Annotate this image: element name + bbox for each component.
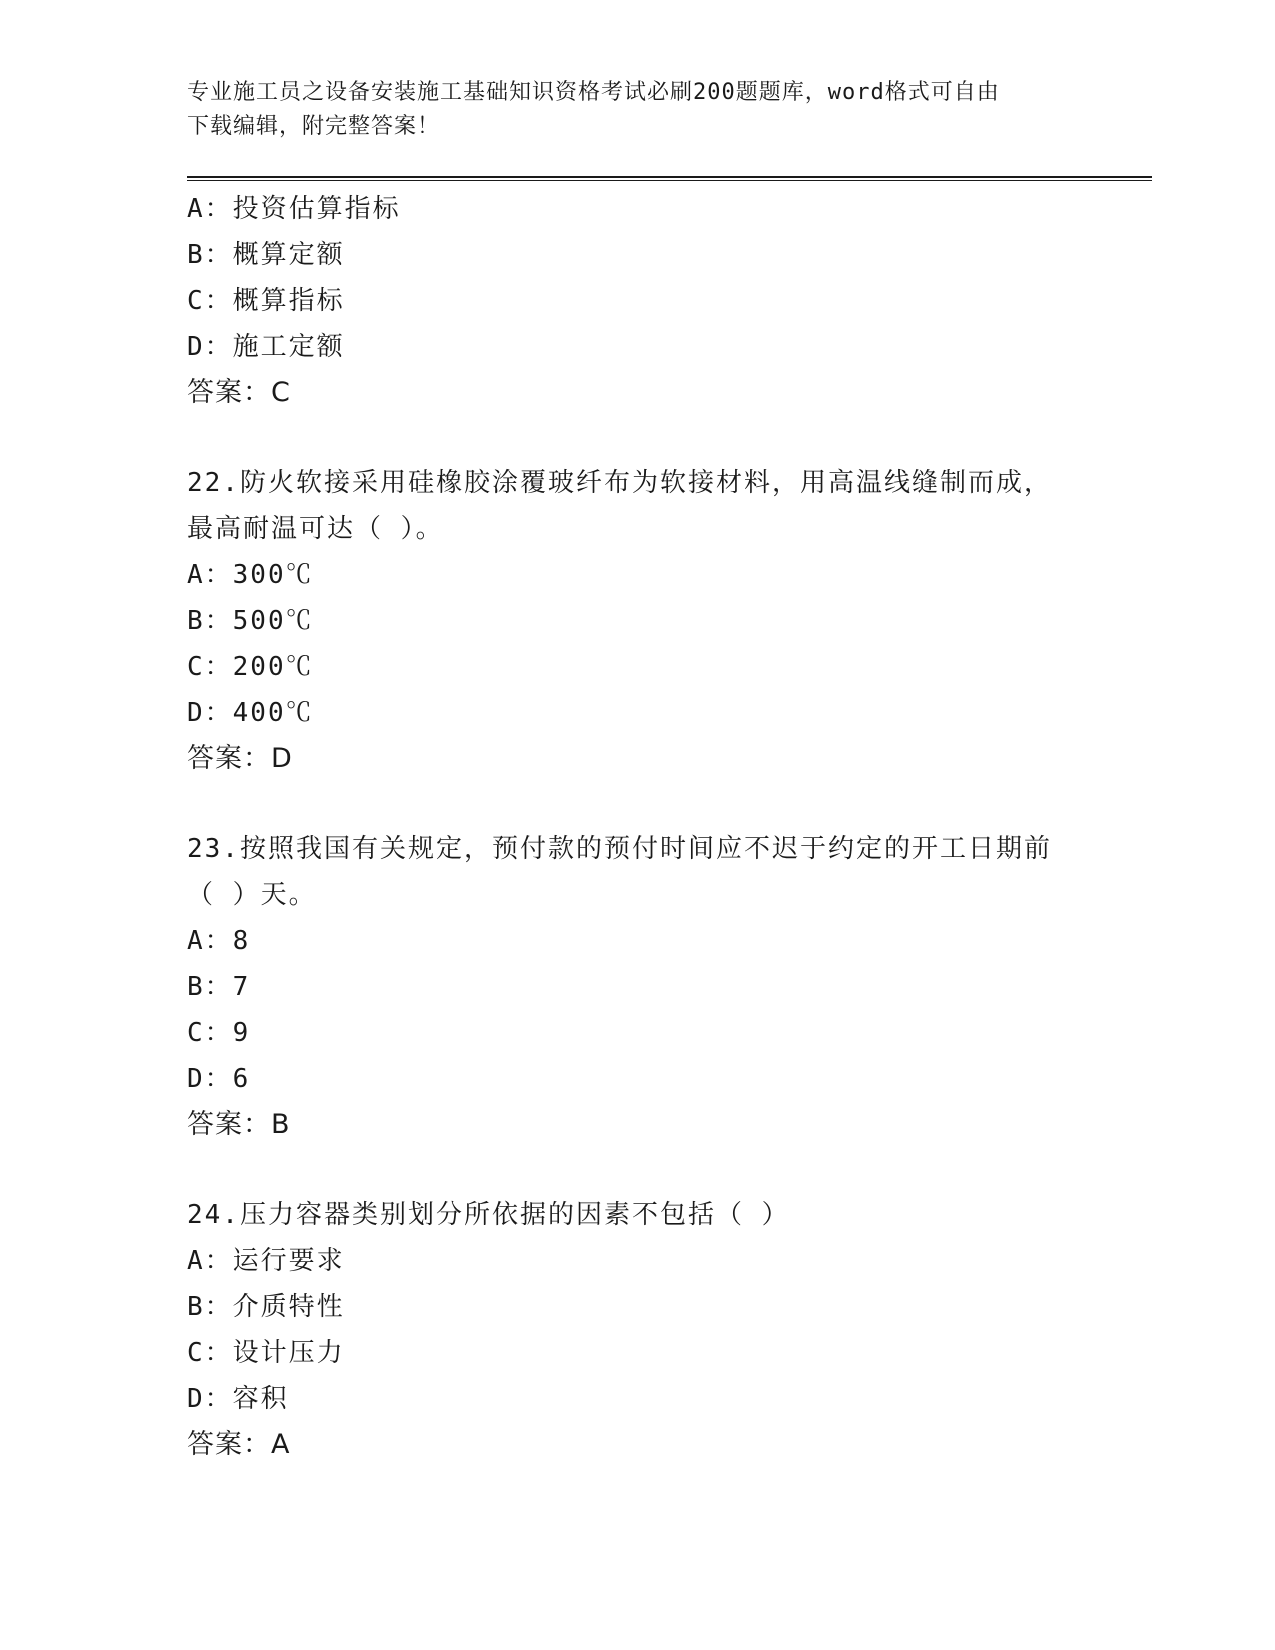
option-a: A：运行要求 [187, 1246, 345, 1276]
header-line-2: 下载编辑，附完整答案！ [187, 114, 441, 139]
option-a: A：8 [187, 926, 251, 956]
question-22 [187, 460, 1087, 782]
question-list [187, 186, 1087, 1468]
option-d: D：400℃ [187, 698, 314, 728]
question-stem-line-2: （ ）天。 [187, 880, 317, 910]
header-line-1: 专业施工员之设备安装施工基础知识资格考试必刷200题题库，word格式可自由 [187, 80, 1000, 105]
question-21-tail [187, 186, 1087, 416]
document-header [187, 76, 1087, 144]
option-b: B：介质特性 [187, 1292, 345, 1322]
option-b: B：概算定额 [187, 240, 345, 270]
option-d: D：施工定额 [187, 332, 345, 362]
question-stem-line-1: 24.压力容器类别划分所依据的因素不包括（ ） [187, 1200, 790, 1230]
spacer [187, 782, 1087, 826]
answer: 答案：B [187, 1109, 291, 1140]
option-b: B：500℃ [187, 606, 314, 636]
option-c: C：200℃ [187, 652, 314, 682]
question-24 [187, 1192, 1087, 1468]
option-a: A：投资估算指标 [187, 194, 401, 224]
question-23 [187, 826, 1087, 1148]
option-d: D：6 [187, 1064, 251, 1094]
option-c: C：9 [187, 1018, 251, 1048]
option-c: C：设计压力 [187, 1338, 345, 1368]
question-stem-line-1: 23.按照我国有关规定，预付款的预付时间应不迟于约定的开工日期前 [187, 834, 1052, 864]
option-b: B：7 [187, 972, 251, 1002]
option-d: D：容积 [187, 1384, 289, 1414]
header-divider [187, 176, 1152, 181]
spacer [187, 416, 1087, 460]
answer: 答案：A [187, 1429, 291, 1460]
question-stem-line-1: 22.防火软接采用硅橡胶涂覆玻纤布为软接材料，用高温线缝制而成， [187, 468, 1052, 498]
option-c: C：概算指标 [187, 286, 345, 316]
answer: 答案：D [187, 743, 293, 774]
spacer [187, 1148, 1087, 1192]
question-stem-line-2: 最高耐温可达（ ）。 [187, 514, 444, 544]
answer: 答案：C [187, 377, 291, 408]
option-a: A：300℃ [187, 560, 314, 590]
